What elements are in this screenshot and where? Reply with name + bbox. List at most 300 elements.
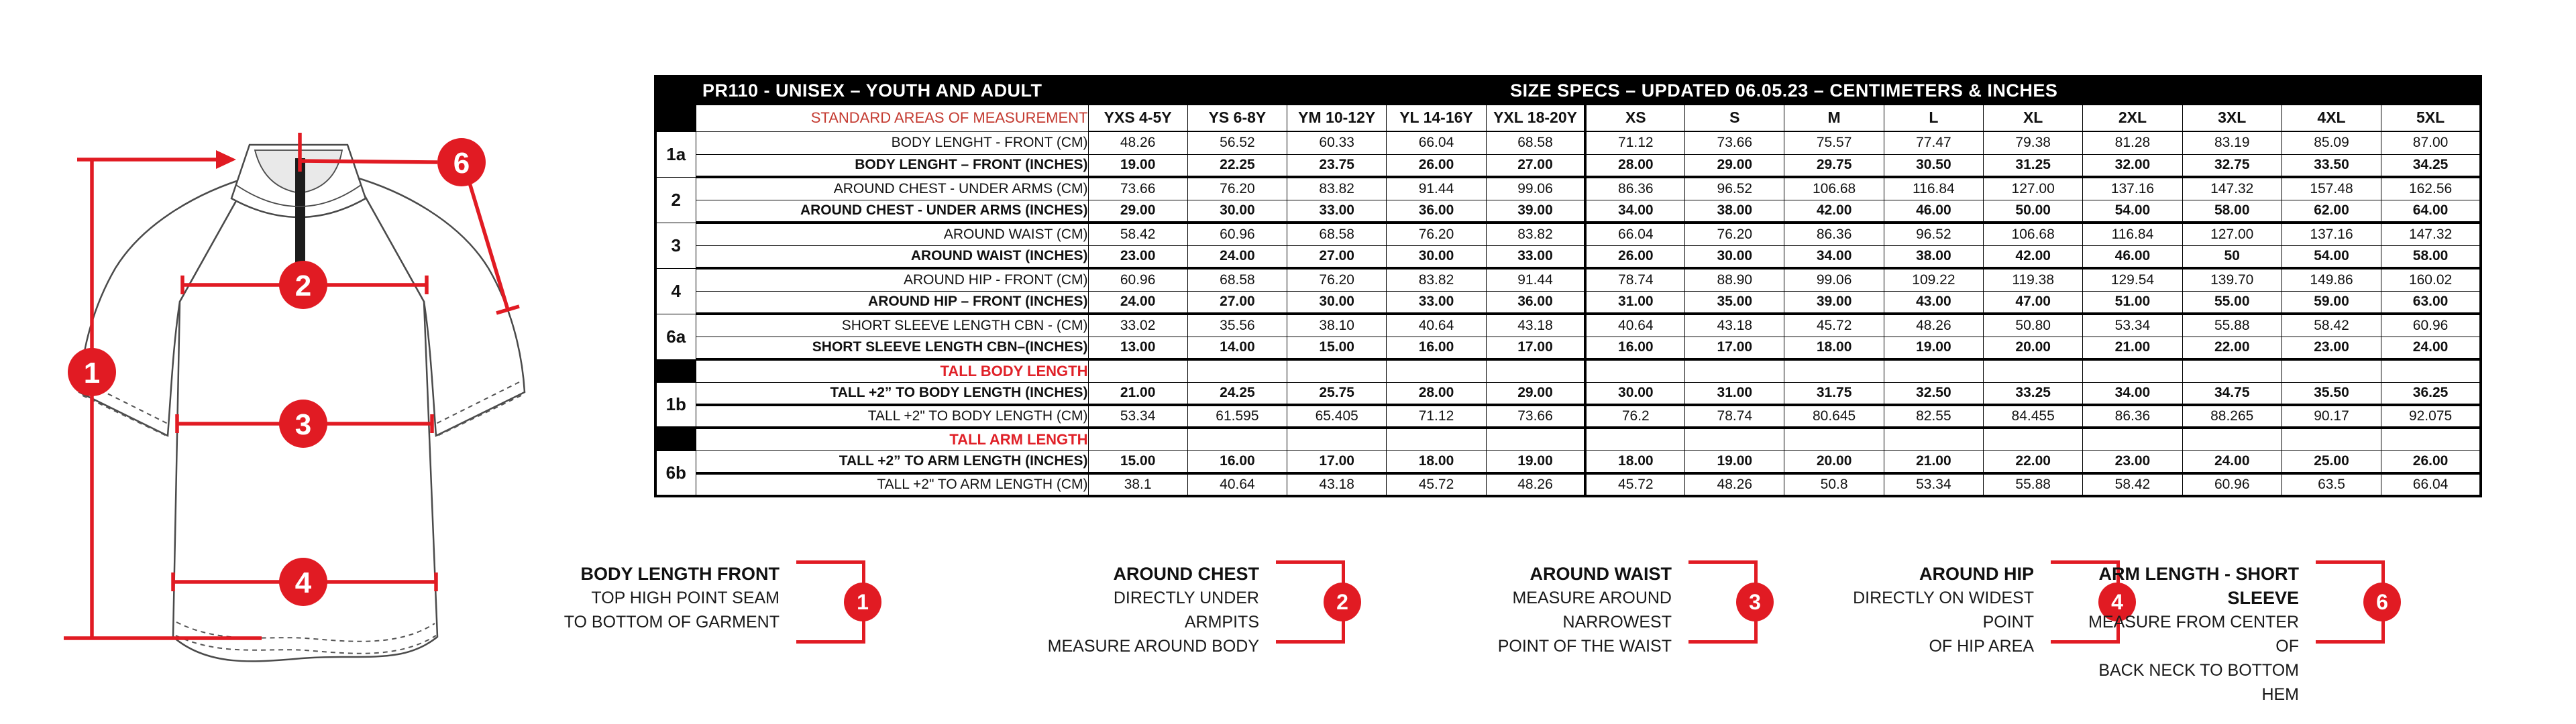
- table-cell: [1784, 428, 1884, 450]
- measurement-value: 149.86: [2282, 268, 2381, 291]
- row-group-label: 2: [655, 177, 696, 223]
- measurement-value: 129.54: [2083, 268, 2182, 291]
- table-cell: [1884, 359, 1983, 382]
- measurement-value: 38.00: [1685, 200, 1784, 223]
- measurement-value: 65.405: [1287, 405, 1387, 428]
- marker-number-2: 2: [294, 269, 312, 302]
- measurement-value: 62.00: [2282, 200, 2381, 223]
- measurement-value: 21.00: [2083, 337, 2182, 359]
- size-column-header: S: [1685, 105, 1784, 131]
- size-column-header: 2XL: [2083, 105, 2182, 131]
- measurement-value: 76.20: [1685, 223, 1784, 245]
- legend-marker-1: 1: [844, 583, 881, 621]
- legend-title: AROUND CHEST: [1113, 564, 1259, 584]
- legend-text: [1811, 562, 2034, 658]
- measurement-value: 39.00: [1486, 200, 1585, 223]
- measurement-value: 71.12: [1585, 131, 1684, 154]
- legend-bracket: [1688, 560, 1761, 644]
- measurement-value: 16.00: [1187, 450, 1287, 473]
- measurement-value: 15.00: [1088, 450, 1187, 473]
- measurement-value: 162.56: [2381, 177, 2481, 200]
- measurement-value: 99.06: [1784, 268, 1884, 291]
- table-row: [655, 382, 2481, 405]
- legend-title: BODY LENGTH FRONT: [580, 564, 780, 584]
- measurement-label: TALL +2" TO BODY LENGTH (CM): [696, 405, 1088, 428]
- measurement-value: 83.82: [1287, 177, 1387, 200]
- measurement-value: 58.42: [1088, 223, 1187, 245]
- measurement-value: 33.25: [1984, 382, 2083, 405]
- measurement-value: 25.75: [1287, 382, 1387, 405]
- measurement-value: 23.00: [2282, 337, 2381, 359]
- table-cell: [1984, 359, 2083, 382]
- legend-bracket: [796, 560, 869, 644]
- table-cell: [2083, 359, 2182, 382]
- size-spec-table: [654, 75, 2482, 497]
- measurement-value: 42.00: [1784, 200, 1884, 223]
- legend-line: DIRECTLY UNDER ARMPITS: [1113, 589, 1259, 631]
- measurement-label: AROUND CHEST - UNDER ARMS (CM): [696, 177, 1088, 200]
- legend-item-4: [1811, 560, 2123, 656]
- measurement-value: 22.00: [2182, 337, 2282, 359]
- measurement-value: 24.25: [1187, 382, 1287, 405]
- table-title-right: SIZE SPECS – UPDATED 06.05.23 – CENTIMETERS & INCHES: [1088, 76, 2481, 105]
- measurement-value: 76.2: [1585, 405, 1684, 428]
- measurement-label: AROUND HIP – FRONT (INCHES): [696, 291, 1088, 314]
- section-title: TALL BODY LENGTH: [696, 359, 1088, 382]
- legend-line: MEASURE FROM CENTER OF: [2088, 613, 2299, 656]
- measurement-value: 73.66: [1685, 131, 1784, 154]
- table-cell: [2182, 359, 2282, 382]
- table-row: [655, 268, 2481, 291]
- table-cell: [1685, 428, 1784, 450]
- measurement-value: 78.74: [1685, 405, 1784, 428]
- measurement-value: 22.00: [1984, 450, 2083, 473]
- measurement-label: AROUND WAIST (INCHES): [696, 245, 1088, 268]
- measurement-value: 116.84: [1884, 177, 1983, 200]
- measurement-label: AROUND WAIST (CM): [696, 223, 1088, 245]
- measurement-value: 17.00: [1287, 450, 1387, 473]
- measurement-value: 31.75: [1784, 382, 1884, 405]
- table-row: [655, 450, 2481, 473]
- measurement-value: 38.1: [1088, 473, 1187, 496]
- measurement-value: 22.25: [1187, 154, 1287, 177]
- measurement-value: 23.75: [1287, 154, 1387, 177]
- table-cell: [1884, 428, 1983, 450]
- measurement-value: 28.00: [1585, 154, 1684, 177]
- measurement-value: 157.48: [2282, 177, 2381, 200]
- measurement-value: 68.58: [1287, 223, 1387, 245]
- measurement-value: 81.28: [2083, 131, 2182, 154]
- measurement-value: 83.82: [1486, 223, 1585, 245]
- measurement-value: 48.26: [1486, 473, 1585, 496]
- measurement-value: 160.02: [2381, 268, 2481, 291]
- measurement-value: 32.50: [1884, 382, 1983, 405]
- measurement-value: 83.82: [1387, 268, 1486, 291]
- size-column-header: 4XL: [2282, 105, 2381, 131]
- measurement-value: 90.17: [2282, 405, 2381, 428]
- legend-item-6: [2076, 560, 2388, 704]
- legend-line: BACK NECK TO BOTTOM HEM: [2098, 661, 2299, 704]
- table-cell: [2182, 428, 2282, 450]
- measurement-value: 21.00: [1884, 450, 1983, 473]
- table-row: [655, 154, 2481, 177]
- measurement-label: TALL +2” TO BODY LENGTH (INCHES): [696, 382, 1088, 405]
- measurement-value: 55.88: [1984, 473, 2083, 496]
- measurement-value: 30.00: [1685, 245, 1784, 268]
- row-group-cell: [655, 359, 696, 382]
- arrow-right-icon: [216, 150, 236, 169]
- measurement-value: 58.00: [2182, 200, 2282, 223]
- table-cell: [1685, 359, 1784, 382]
- table-cell: [1287, 428, 1387, 450]
- table-cell: [1287, 359, 1387, 382]
- measurement-value: 24.00: [1187, 245, 1287, 268]
- measurement-value: 27.00: [1486, 154, 1585, 177]
- measurement-value: 92.075: [2381, 405, 2481, 428]
- row-group-cell: [655, 428, 696, 450]
- size-column-header: YXL 18-20Y: [1486, 105, 1585, 131]
- row-group-label: 1a: [655, 131, 696, 177]
- table-cell: [1387, 359, 1486, 382]
- measurement-value: 63.00: [2381, 291, 2481, 314]
- measurement-value: 38.10: [1287, 314, 1387, 337]
- table-title-left: PR110 - UNISEX – YOUTH AND ADULT: [655, 76, 1088, 105]
- measurement-value: 99.06: [1486, 177, 1585, 200]
- legend-title: AROUND WAIST: [1529, 564, 1672, 584]
- measurement-value: 75.57: [1784, 131, 1884, 154]
- size-column-header: L: [1884, 105, 1983, 131]
- measurement-value: 58.42: [2282, 314, 2381, 337]
- measurement-value: 31.25: [1984, 154, 2083, 177]
- zipper: [295, 158, 305, 268]
- measure-header: STANDARD AREAS OF MEASUREMENT: [696, 105, 1088, 131]
- measurement-value: 83.19: [2182, 131, 2282, 154]
- measurement-label: SHORT SLEEVE LENGTH CBN - (CM): [696, 314, 1088, 337]
- measurement-value: 20.00: [1784, 450, 1884, 473]
- measurement-value: 76.20: [1187, 177, 1287, 200]
- measurement-value: 33.00: [1486, 245, 1585, 268]
- measurement-value: 43.00: [1884, 291, 1983, 314]
- measurement-value: 29.00: [1486, 382, 1585, 405]
- table-row: [655, 223, 2481, 245]
- measurement-value: 139.70: [2182, 268, 2282, 291]
- measurement-value: 16.00: [1585, 337, 1684, 359]
- measurement-value: 86.36: [2083, 405, 2182, 428]
- measurement-value: 76.20: [1287, 268, 1387, 291]
- measurement-value: 45.72: [1387, 473, 1486, 496]
- measurement-value: 55.00: [2182, 291, 2282, 314]
- measurement-value: 23.00: [2083, 450, 2182, 473]
- size-column-header: YM 10-12Y: [1287, 105, 1387, 131]
- measurement-value: 60.96: [1187, 223, 1287, 245]
- size-column-header: 3XL: [2182, 105, 2282, 131]
- measurement-value: 29.00: [1685, 154, 1784, 177]
- table-cell: [1187, 428, 1287, 450]
- legend-line: OF HIP AREA: [1929, 637, 2034, 656]
- legend-item-3: [1449, 560, 1761, 656]
- legend-text: [557, 562, 780, 634]
- section-title: TALL ARM LENGTH: [696, 428, 1088, 450]
- measurement-value: 19.00: [1486, 450, 1585, 473]
- measurement-value: 40.64: [1585, 314, 1684, 337]
- table-row: [655, 405, 2481, 428]
- measurement-label: AROUND HIP - FRONT (CM): [696, 268, 1088, 291]
- table-title-row: [655, 76, 2481, 105]
- measurement-value: 38.00: [1884, 245, 1983, 268]
- measurement-value: 26.00: [1387, 154, 1486, 177]
- measurement-value: 43.18: [1287, 473, 1387, 496]
- measurement-value: 35.56: [1187, 314, 1287, 337]
- measurement-value: 39.00: [1784, 291, 1884, 314]
- table-cell: [2381, 428, 2481, 450]
- measurement-value: 25.00: [2282, 450, 2381, 473]
- measurement-value: 16.00: [1387, 337, 1486, 359]
- measurement-value: 21.00: [1088, 382, 1187, 405]
- size-column-header: XS: [1585, 105, 1684, 131]
- measurement-value: 48.26: [1884, 314, 1983, 337]
- measurement-value: 137.16: [2083, 177, 2182, 200]
- measurement-value: 35.00: [1685, 291, 1784, 314]
- measurement-value: 50.8: [1784, 473, 1884, 496]
- measurement-value: 55.88: [2182, 314, 2282, 337]
- measurement-value: 33.00: [1387, 291, 1486, 314]
- measurement-value: 84.455: [1984, 405, 2083, 428]
- measurement-value: 19.00: [1884, 337, 1983, 359]
- measurement-value: 18.00: [1784, 337, 1884, 359]
- measurement-label: BODY LENGHT – FRONT (INCHES): [696, 154, 1088, 177]
- legend-bracket: [1276, 560, 1348, 644]
- legend-title: ARM LENGTH - SHORT SLEEVE: [2098, 564, 2299, 608]
- measurement-value: 59.00: [2282, 291, 2381, 314]
- measurement-value: 30.00: [1187, 200, 1287, 223]
- measurement-value: 50: [2182, 245, 2282, 268]
- legend-text: [1449, 562, 1672, 658]
- legend-bracket: [2316, 560, 2388, 644]
- table-cell: [2381, 359, 2481, 382]
- shirt-diagram: [0, 0, 604, 721]
- measurement-value: 50.00: [1984, 200, 2083, 223]
- legend-marker-2: 2: [1324, 583, 1361, 621]
- measurement-value: 34.00: [1585, 200, 1684, 223]
- table-cell: [1585, 428, 1684, 450]
- table-row: [655, 177, 2481, 200]
- measurement-value: 60.96: [1088, 268, 1187, 291]
- measurement-value: 82.55: [1884, 405, 1983, 428]
- measurement-value: 60.96: [2182, 473, 2282, 496]
- measurement-value: 116.84: [2083, 223, 2182, 245]
- measurement-value: 58.42: [2083, 473, 2182, 496]
- size-column-header: XL: [1984, 105, 2083, 131]
- table-row: [655, 473, 2481, 496]
- shirt-diagram-svg: [0, 0, 604, 721]
- measurement-value: 20.00: [1984, 337, 2083, 359]
- measurement-value: 19.00: [1088, 154, 1187, 177]
- measurement-value: 68.58: [1187, 268, 1287, 291]
- measurement-value: 33.02: [1088, 314, 1187, 337]
- measurement-value: 36.00: [1486, 291, 1585, 314]
- measurement-label: TALL +2” TO ARM LENGTH (INCHES): [696, 450, 1088, 473]
- table-cell: [1486, 359, 1585, 382]
- table-cell: [1984, 428, 2083, 450]
- measurement-value: 66.04: [1387, 131, 1486, 154]
- legend-line: TOP HIGH POINT SEAM: [591, 589, 780, 607]
- size-column-header: YXS 4-5Y: [1088, 105, 1187, 131]
- measurement-value: 48.26: [1685, 473, 1784, 496]
- measurement-value: 68.58: [1486, 131, 1585, 154]
- row-group-label: 4: [655, 268, 696, 314]
- size-column-header: YS 6-8Y: [1187, 105, 1287, 131]
- table-row: [655, 291, 2481, 314]
- row-group-label: 6b: [655, 450, 696, 496]
- measurement-value: 40.64: [1187, 473, 1287, 496]
- measurement-value: 54.00: [2282, 245, 2381, 268]
- measurement-value: 66.04: [2381, 473, 2481, 496]
- measurement-value: 60.96: [2381, 314, 2481, 337]
- measurement-value: 23.00: [1088, 245, 1187, 268]
- measurement-value: 32.00: [2083, 154, 2182, 177]
- measurement-value: 64.00: [2381, 200, 2481, 223]
- measurement-value: 19.00: [1685, 450, 1784, 473]
- measurement-value: 29.75: [1784, 154, 1884, 177]
- marker-number-1: 1: [83, 357, 101, 389]
- table-cell: [2083, 428, 2182, 450]
- measurement-value: 86.36: [1585, 177, 1684, 200]
- measurement-value: 77.47: [1884, 131, 1983, 154]
- measurement-value: 119.38: [1984, 268, 2083, 291]
- measurement-value: 88.90: [1685, 268, 1784, 291]
- measurement-value: 35.50: [2282, 382, 2381, 405]
- measurement-value: 30.00: [1387, 245, 1486, 268]
- size-column-header: YL 14-16Y: [1387, 105, 1486, 131]
- measurement-value: 46.00: [1884, 200, 1983, 223]
- measurement-value: 27.00: [1287, 245, 1387, 268]
- measurement-value: 73.66: [1088, 177, 1187, 200]
- legend-line: TO BOTTOM OF GARMENT: [564, 613, 780, 631]
- size-column-header: 5XL: [2381, 105, 2481, 131]
- marker-number-3: 3: [294, 408, 312, 441]
- measurement-value: 29.00: [1088, 200, 1187, 223]
- table-row: [655, 131, 2481, 154]
- measurement-value: 106.68: [1784, 177, 1884, 200]
- legend-marker-4: 4: [2098, 583, 2136, 621]
- legend-line: MEASURE AROUND BODY: [1047, 637, 1259, 656]
- measurement-value: 80.645: [1784, 405, 1884, 428]
- measurement-value: 15.00: [1287, 337, 1387, 359]
- measurement-value: 46.00: [2083, 245, 2182, 268]
- table-row: [655, 314, 2481, 337]
- table-cell: [1784, 359, 1884, 382]
- legend-line: MEASURE AROUND NARROWEST: [1512, 589, 1672, 631]
- table-cell: [1585, 359, 1684, 382]
- measurement-value: 48.26: [1088, 131, 1187, 154]
- measurement-value: 88.265: [2182, 405, 2282, 428]
- row-group-cell: [655, 105, 696, 131]
- measurement-value: 137.16: [2282, 223, 2381, 245]
- measurement-value: 56.52: [1187, 131, 1287, 154]
- table-cell: [2282, 359, 2381, 382]
- measurement-value: 18.00: [1387, 450, 1486, 473]
- row-group-label: 1b: [655, 382, 696, 428]
- measurement-value: 40.64: [1387, 314, 1486, 337]
- measurement-value: 85.09: [2282, 131, 2381, 154]
- measurement-value: 50.80: [1984, 314, 2083, 337]
- legend-line: POINT OF THE WAIST: [1497, 637, 1672, 656]
- measurement-value: 54.00: [2083, 200, 2182, 223]
- legend-item-1: [557, 560, 869, 644]
- table-cell: [1486, 428, 1585, 450]
- legend-text: [2076, 562, 2299, 707]
- legend-marker-3: 3: [1736, 583, 1774, 621]
- measurement-value: 73.66: [1486, 405, 1585, 428]
- measurement-value: 30.00: [1585, 382, 1684, 405]
- table-row: [655, 337, 2481, 359]
- measurement-value: 109.22: [1884, 268, 1983, 291]
- measurement-value: 53.34: [1088, 405, 1187, 428]
- measurement-value: 91.44: [1486, 268, 1585, 291]
- measurement-value: 96.52: [1884, 223, 1983, 245]
- measurement-value: 71.12: [1387, 405, 1486, 428]
- measurement-value: 96.52: [1685, 177, 1784, 200]
- measurement-value: 36.25: [2381, 382, 2481, 405]
- size-column-header: M: [1784, 105, 1884, 131]
- legend-item-2: [1036, 560, 1348, 656]
- marker-number-4: 4: [294, 566, 312, 599]
- table-cell: [1387, 428, 1486, 450]
- section-row: [655, 359, 2481, 382]
- measurement-value: 91.44: [1387, 177, 1486, 200]
- table-cell: [1088, 359, 1187, 382]
- measurement-value: 61.595: [1187, 405, 1287, 428]
- table-cell: [2282, 428, 2381, 450]
- table-row: [655, 245, 2481, 268]
- measurement-value: 66.04: [1585, 223, 1684, 245]
- measurement-value: 76.20: [1387, 223, 1486, 245]
- measurement-value: 63.5: [2282, 473, 2381, 496]
- measurement-value: 147.32: [2381, 223, 2481, 245]
- measurement-value: 42.00: [1984, 245, 2083, 268]
- measurement-value: 43.18: [1486, 314, 1585, 337]
- measurement-value: 28.00: [1387, 382, 1486, 405]
- measurement-value: 31.00: [1685, 382, 1784, 405]
- measurement-value: 31.00: [1585, 291, 1684, 314]
- measurement-value: 127.00: [2182, 223, 2282, 245]
- table-cell: [1088, 428, 1187, 450]
- row-group-label: 6a: [655, 314, 696, 359]
- measurement-value: 18.00: [1585, 450, 1684, 473]
- measurement-value: 32.75: [2182, 154, 2282, 177]
- measurement-value: 13.00: [1088, 337, 1187, 359]
- measurement-value: 30.00: [1287, 291, 1387, 314]
- legend-line: DIRECTLY ON WIDEST POINT: [1853, 589, 2034, 631]
- measurement-value: 26.00: [2381, 450, 2481, 473]
- measurement-label: TALL +2" TO ARM LENGTH (CM): [696, 473, 1088, 496]
- measurement-value: 26.00: [1585, 245, 1684, 268]
- measurement-value: 17.00: [1685, 337, 1784, 359]
- measurement-value: 17.00: [1486, 337, 1585, 359]
- table-header-row: [655, 105, 2481, 131]
- measurement-value: 127.00: [1984, 177, 2083, 200]
- section-row: [655, 428, 2481, 450]
- measurement-label: SHORT SLEEVE LENGTH CBN–(INCHES): [696, 337, 1088, 359]
- measurement-value: 47.00: [1984, 291, 2083, 314]
- measurement-value: 86.36: [1784, 223, 1884, 245]
- measurement-value: 58.00: [2381, 245, 2481, 268]
- measurement-value: 51.00: [2083, 291, 2182, 314]
- measurement-value: 43.18: [1685, 314, 1784, 337]
- legend-text: [1036, 562, 1259, 658]
- measurement-label: AROUND CHEST - UNDER ARMS (INCHES): [696, 200, 1088, 223]
- row-group-label: 3: [655, 223, 696, 268]
